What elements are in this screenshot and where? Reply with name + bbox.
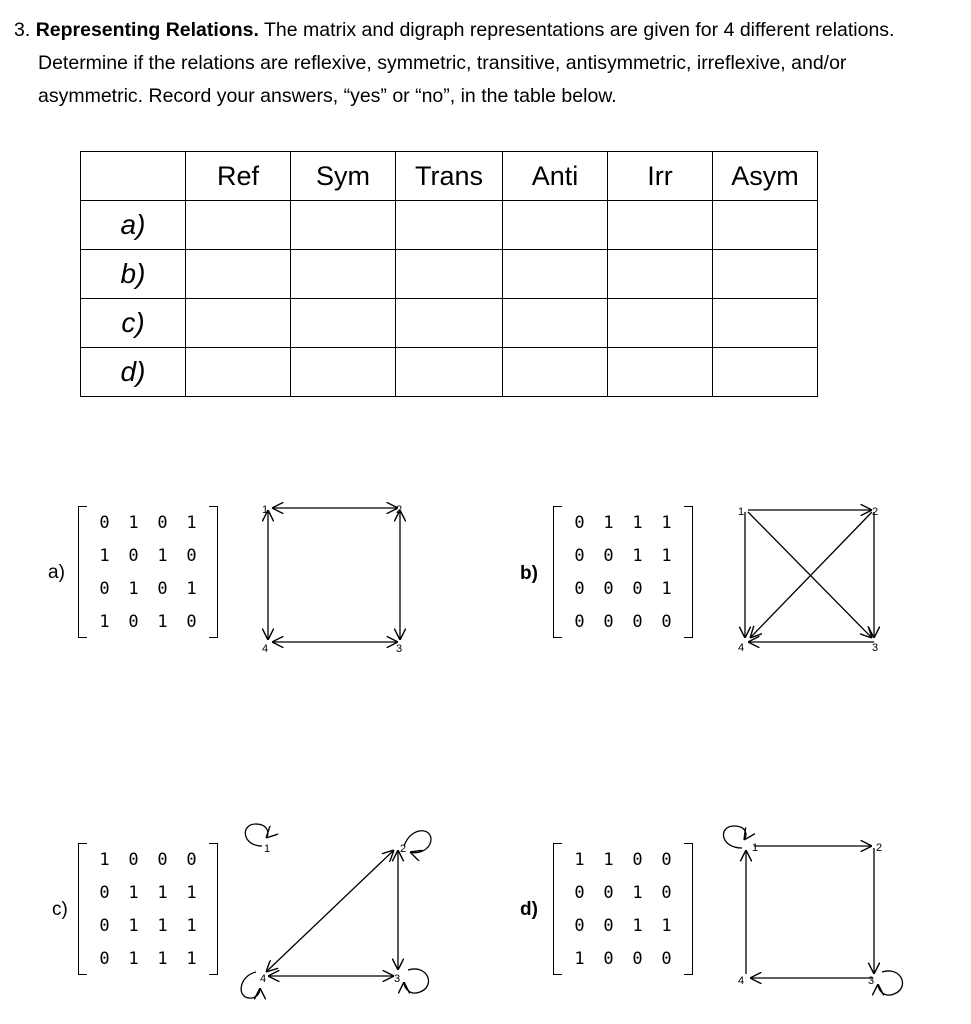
answer-row-a <box>81 201 818 250</box>
header-ref: Ref <box>186 152 291 201</box>
header-sym: Sym <box>291 152 396 201</box>
matrix-cell: 0 <box>574 545 585 566</box>
matrix-cell: 1 <box>157 915 168 936</box>
node-label: 3 <box>872 642 879 654</box>
loop-3 <box>878 971 903 995</box>
matrix-cell: 0 <box>603 882 614 903</box>
matrix-cell: 0 <box>99 882 110 903</box>
matrix-cell: 1 <box>128 882 139 903</box>
matrix-cell: 0 <box>186 611 197 632</box>
answer-cell[interactable] <box>186 348 291 397</box>
matrix-right-bracket <box>684 843 693 975</box>
matrix-cell: 0 <box>632 611 643 632</box>
matrix-cell: 1 <box>128 512 139 533</box>
answer-cell[interactable] <box>503 299 608 348</box>
relation-b-matrix <box>553 506 693 638</box>
matrix-cell: 1 <box>128 578 139 599</box>
matrix-left-bracket <box>78 843 87 975</box>
matrix-cell: 1 <box>574 948 585 969</box>
node-label: 3 <box>868 975 875 987</box>
relation-a-matrix <box>78 506 218 638</box>
answer-cell[interactable] <box>396 348 503 397</box>
matrix-cell: 0 <box>661 882 672 903</box>
matrix-cell: 0 <box>632 578 643 599</box>
matrix-cell: 0 <box>157 512 168 533</box>
matrix-cell: 0 <box>99 578 110 599</box>
header-trans: Trans <box>396 152 503 201</box>
relation-c-label: c) <box>52 899 68 920</box>
matrix-cell: 1 <box>99 611 110 632</box>
answer-cell[interactable] <box>503 250 608 299</box>
matrix-cell: 1 <box>186 915 197 936</box>
node-label: 4 <box>262 643 269 655</box>
matrix-cell: 0 <box>157 849 168 870</box>
node-label: 4 <box>738 642 745 654</box>
row-label-b: b) <box>81 250 186 299</box>
matrix-cell: 1 <box>186 882 197 903</box>
node-label: 1 <box>752 842 759 854</box>
loop-2 <box>404 831 431 853</box>
node-label: 1 <box>262 504 269 516</box>
matrix-cell: 0 <box>603 611 614 632</box>
relation-a-label: a) <box>48 562 65 583</box>
matrix-cell: 1 <box>661 915 672 936</box>
matrix-left-bracket <box>553 506 562 638</box>
answer-cell[interactable] <box>291 348 396 397</box>
answer-row-c <box>81 299 818 348</box>
answer-cell[interactable] <box>713 348 818 397</box>
header-irr: Irr <box>608 152 713 201</box>
loop-3 <box>404 969 429 993</box>
matrix-cell: 1 <box>632 915 643 936</box>
answer-cell[interactable] <box>291 201 396 250</box>
node-label: 2 <box>872 506 879 518</box>
matrix-cell: 0 <box>574 512 585 533</box>
answer-cell[interactable] <box>608 250 713 299</box>
relation-b-digraph <box>732 500 892 658</box>
matrix-cell: 0 <box>574 882 585 903</box>
answer-cell[interactable] <box>396 201 503 250</box>
matrix-cell: 1 <box>99 849 110 870</box>
answer-row-b <box>81 250 818 299</box>
answer-cell[interactable] <box>186 201 291 250</box>
matrix-cell: 1 <box>632 545 643 566</box>
answer-cell[interactable] <box>291 299 396 348</box>
matrix-cell: 0 <box>157 578 168 599</box>
matrix-cell: 1 <box>157 948 168 969</box>
matrix-grid <box>90 843 206 975</box>
node-label: 3 <box>394 973 401 985</box>
matrix-cell: 0 <box>186 849 197 870</box>
matrix-cell: 0 <box>661 611 672 632</box>
answer-cell[interactable] <box>608 299 713 348</box>
matrix-cell: 1 <box>186 578 197 599</box>
answer-cell[interactable] <box>503 348 608 397</box>
matrix-cell: 0 <box>661 849 672 870</box>
matrix-right-bracket <box>209 506 218 638</box>
answer-cell[interactable] <box>713 250 818 299</box>
matrix-cell: 0 <box>632 849 643 870</box>
answer-cell[interactable] <box>186 299 291 348</box>
matrix-cell: 0 <box>99 948 110 969</box>
answer-cell[interactable] <box>396 299 503 348</box>
matrix-cell: 0 <box>603 948 614 969</box>
header-asym: Asym <box>713 152 818 201</box>
problem-number: 3. <box>14 19 31 41</box>
answer-cell[interactable] <box>186 250 291 299</box>
matrix-cell: 1 <box>157 545 168 566</box>
node-label: 2 <box>876 842 883 854</box>
matrix-right-bracket <box>209 843 218 975</box>
answer-cell[interactable] <box>291 250 396 299</box>
answer-cell[interactable] <box>608 348 713 397</box>
problem-text-3: asymmetric. Record your answers, “yes” or “no”, in the table below. <box>38 85 617 107</box>
matrix-cell: 1 <box>186 512 197 533</box>
matrix-cell: 1 <box>186 948 197 969</box>
edge-2-4 <box>266 850 394 972</box>
matrix-grid <box>90 506 206 638</box>
matrix-right-bracket <box>684 506 693 638</box>
matrix-cell: 1 <box>157 882 168 903</box>
matrix-cell: 0 <box>128 545 139 566</box>
relation-d-digraph <box>712 820 912 1010</box>
matrix-cell: 1 <box>99 545 110 566</box>
matrix-cell: 0 <box>632 948 643 969</box>
answer-cell[interactable] <box>713 299 818 348</box>
node-label: 3 <box>396 643 403 655</box>
matrix-cell: 0 <box>574 915 585 936</box>
relation-b-label: b) <box>520 563 538 584</box>
answer-cell[interactable] <box>396 250 503 299</box>
matrix-cell: 0 <box>603 578 614 599</box>
matrix-cell: 0 <box>574 578 585 599</box>
answer-cell[interactable] <box>608 201 713 250</box>
matrix-cell: 1 <box>661 512 672 533</box>
matrix-cell: 1 <box>128 948 139 969</box>
matrix-cell: 1 <box>574 849 585 870</box>
loop-1 <box>724 826 746 848</box>
node-label: 4 <box>738 975 745 987</box>
answer-cell[interactable] <box>713 201 818 250</box>
answer-table <box>80 151 818 397</box>
matrix-cell: 0 <box>186 545 197 566</box>
matrix-grid <box>565 506 681 638</box>
problem-text-2: Determine if the relations are reflexive, symmetric, transitive, antisymmetric, irreflexive, and/or <box>38 52 847 74</box>
node-label: 2 <box>400 843 407 855</box>
matrix-cell: 0 <box>603 915 614 936</box>
matrix-left-bracket <box>78 506 87 638</box>
problem-line-1 <box>14 14 964 47</box>
matrix-cell: 1 <box>661 545 672 566</box>
matrix-cell: 0 <box>574 611 585 632</box>
header-anti: Anti <box>503 152 608 201</box>
matrix-cell: 1 <box>603 849 614 870</box>
node-label: 1 <box>738 506 745 518</box>
matrix-cell: 1 <box>661 578 672 599</box>
matrix-cell: 0 <box>128 611 139 632</box>
matrix-cell: 1 <box>632 512 643 533</box>
matrix-cell: 1 <box>128 915 139 936</box>
row-label-a: a) <box>81 201 186 250</box>
row-label-c: c) <box>81 299 186 348</box>
problem-text-1: The matrix and digraph representations are given for 4 different relations. <box>263 19 895 41</box>
relation-d-label: d) <box>520 899 538 920</box>
answer-row-d <box>81 348 818 397</box>
node-label: 2 <box>396 504 403 516</box>
matrix-cell: 0 <box>128 849 139 870</box>
matrix-cell: 1 <box>157 611 168 632</box>
relation-d-matrix <box>553 843 693 975</box>
answer-table-header-row <box>81 152 818 201</box>
matrix-cell: 0 <box>603 545 614 566</box>
matrix-cell: 1 <box>603 512 614 533</box>
relation-c-digraph <box>232 820 442 1010</box>
matrix-cell: 1 <box>632 882 643 903</box>
matrix-cell: 0 <box>661 948 672 969</box>
answer-cell[interactable] <box>503 201 608 250</box>
answer-table-corner <box>81 152 186 201</box>
relation-a-digraph <box>250 498 420 658</box>
loop-4 <box>241 972 260 998</box>
problem-title: Representing Relations. <box>35 19 259 41</box>
matrix-left-bracket <box>553 843 562 975</box>
matrix-grid <box>565 843 681 975</box>
matrix-cell: 0 <box>99 512 110 533</box>
node-label: 4 <box>260 973 267 985</box>
problem-statement <box>14 14 964 113</box>
relation-c-matrix <box>78 843 218 975</box>
row-label-d: d) <box>81 348 186 397</box>
node-label: 1 <box>264 843 271 855</box>
matrix-cell: 0 <box>99 915 110 936</box>
